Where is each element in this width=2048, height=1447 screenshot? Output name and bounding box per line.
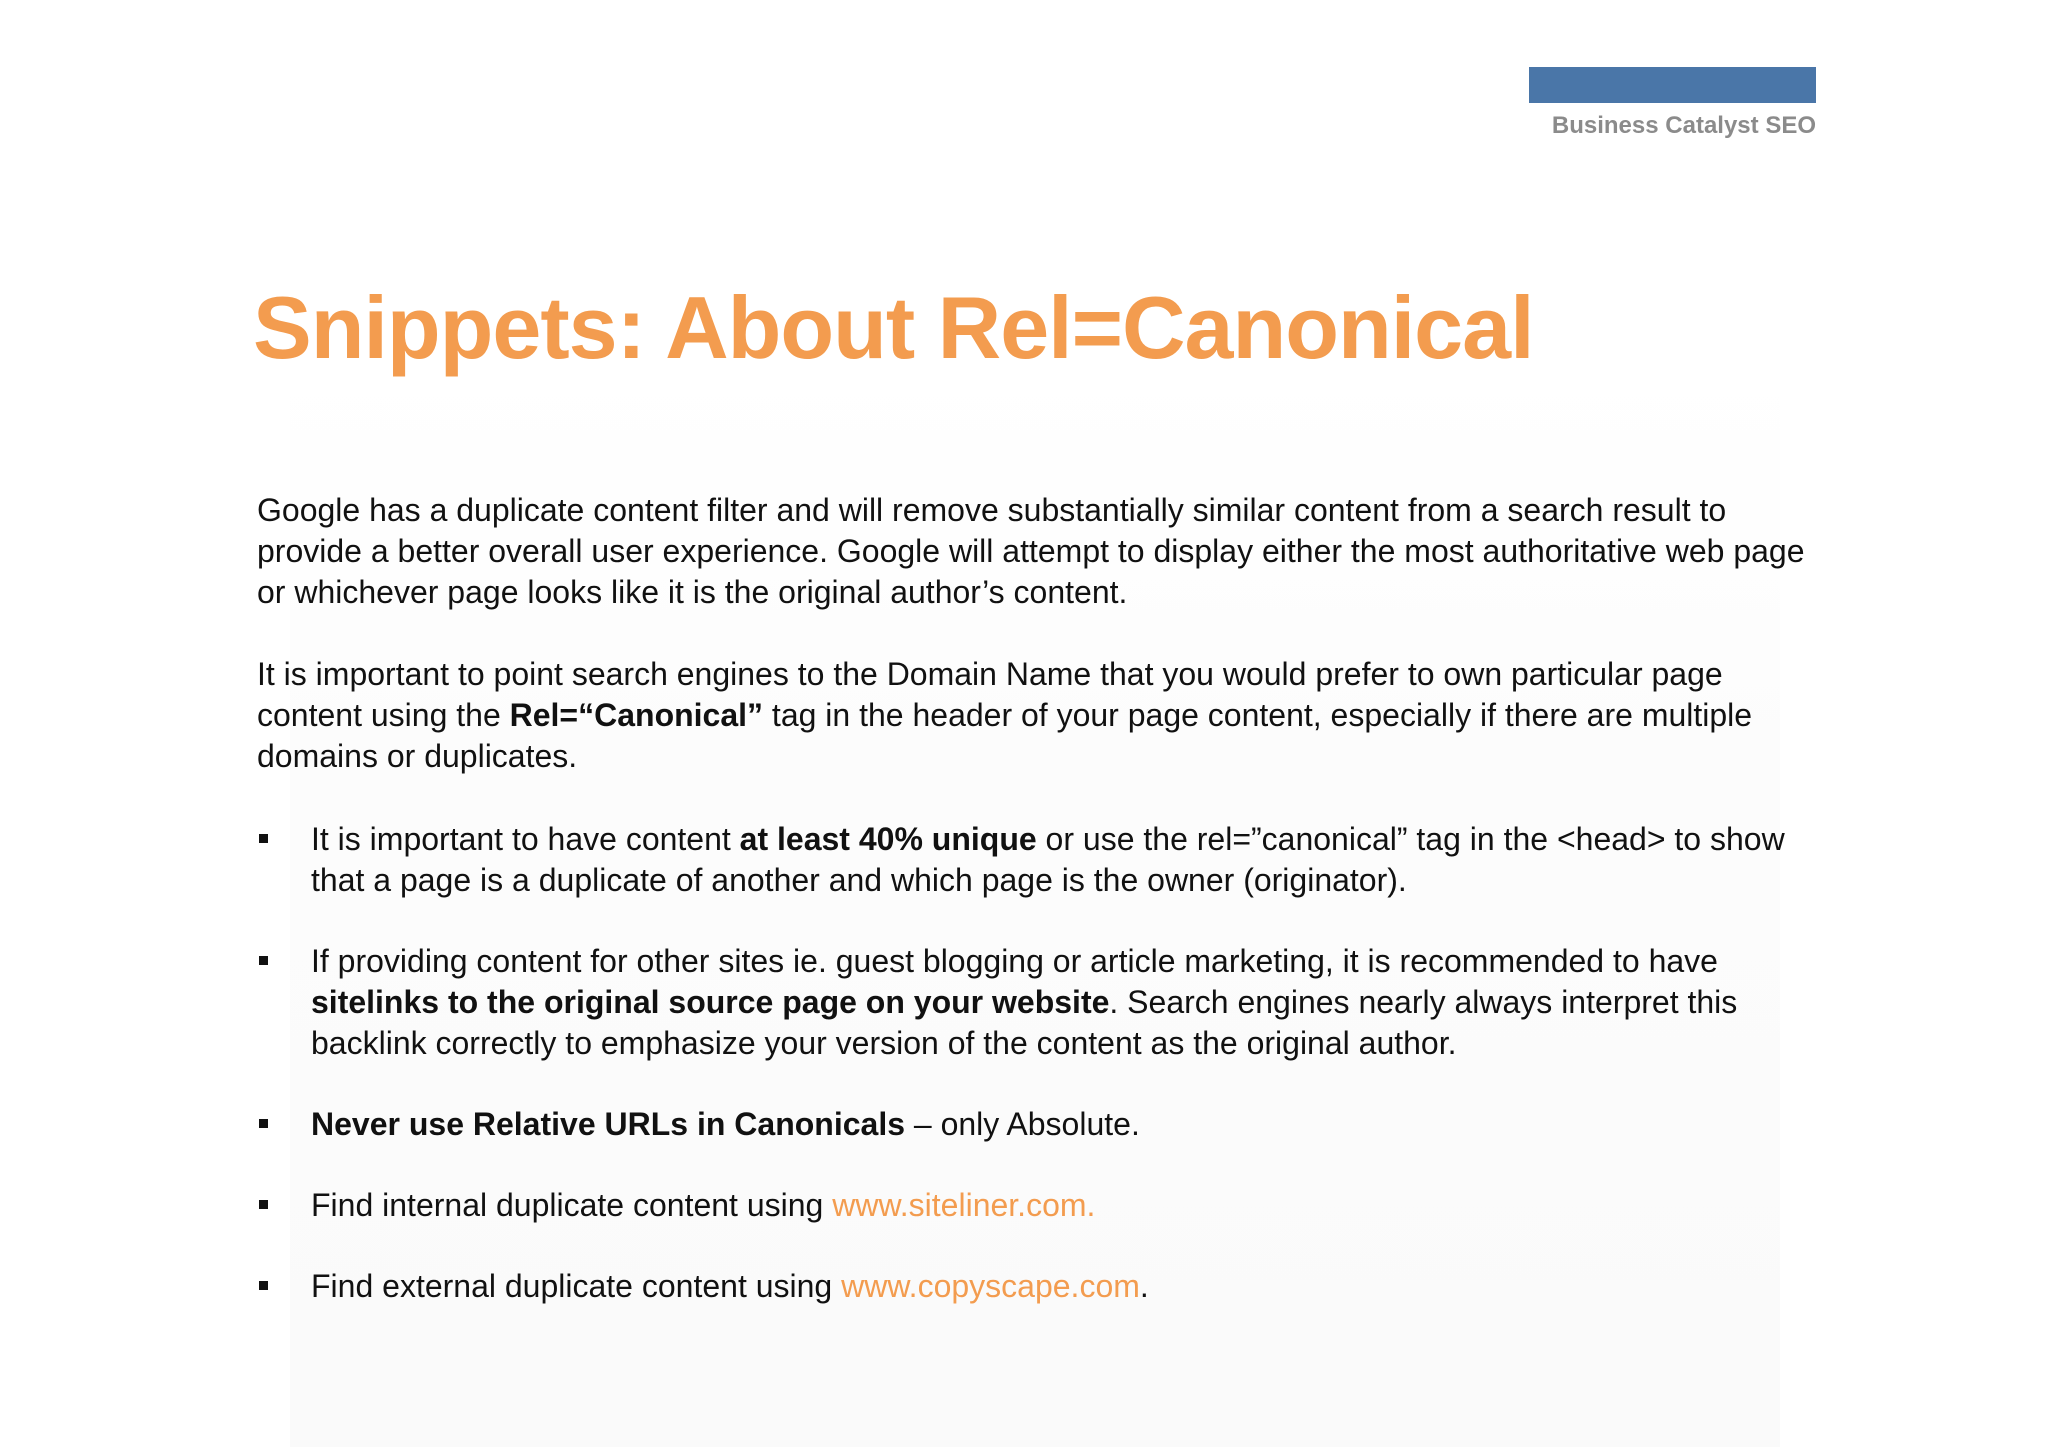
bullet-emphasis: Never use Relative URLs in Canonicals bbox=[311, 1106, 905, 1142]
bullet-item-internal-duplicates bbox=[257, 1185, 1817, 1226]
bullet-text: If providing content for other sites ie. guest blogging or article marketing, it is recommended to have bbox=[311, 943, 1718, 979]
header-label: Business Catalyst SEO bbox=[1551, 112, 1816, 139]
bullet-list bbox=[257, 819, 1817, 1307]
header-accent-bar bbox=[1529, 67, 1816, 103]
bullet-emphasis: at least 40% unique bbox=[739, 821, 1037, 857]
slide-title: Snippets: About Rel=Canonical bbox=[253, 278, 1534, 377]
square-bullet-icon bbox=[259, 1200, 268, 1209]
paragraph-text: It is important to point search engines to the Domain Name that you would prefer to own particular page content using the bbox=[257, 656, 1723, 733]
bullet-text: Find external duplicate content using bbox=[311, 1268, 842, 1304]
paragraph-canonical-tag bbox=[257, 654, 1817, 777]
paragraph-text: tag in the header of your page content, especially if there are multiple domains or duplicates. bbox=[257, 697, 1753, 774]
square-bullet-icon bbox=[259, 1119, 268, 1128]
slide-content bbox=[257, 490, 1817, 1347]
bullet-item-unique-content bbox=[257, 819, 1817, 901]
siteliner-link[interactable]: www.siteliner.com. bbox=[832, 1187, 1096, 1223]
copyscape-link[interactable]: www.copyscape.com bbox=[841, 1268, 1140, 1304]
bullet-text: or use the rel=”canonical” tag in the <head> to show that a page is a duplicate of another and which page is the owner (originator). bbox=[311, 821, 1785, 898]
bullet-text: – only Absolute. bbox=[905, 1106, 1140, 1142]
bullet-item-guest-blogging bbox=[257, 941, 1817, 1064]
canonical-term: Rel=“Canonical” bbox=[509, 697, 764, 733]
bullet-text: Find internal duplicate content using bbox=[311, 1187, 833, 1223]
bullet-item-absolute-urls bbox=[257, 1104, 1817, 1145]
bullet-text: . Search engines nearly always interpret this backlink correctly to emphasize your version of the content as the original author. bbox=[311, 984, 1738, 1061]
square-bullet-icon bbox=[259, 1281, 268, 1290]
square-bullet-icon bbox=[259, 834, 268, 843]
bullet-text: It is important to have content bbox=[311, 821, 740, 857]
paragraph-duplicate-filter: Google has a duplicate content filter and will remove substantially similar content from a search result to provide a better overall user experience. Google will attempt to display either the most authoritative web page or whichever page looks like it is the original author’s content. bbox=[257, 492, 1805, 610]
bullet-emphasis: sitelinks to the original source page on your website bbox=[311, 984, 1110, 1020]
bullet-text: . bbox=[1139, 1268, 1149, 1304]
square-bullet-icon bbox=[259, 956, 268, 965]
bullet-item-external-duplicates bbox=[257, 1266, 1817, 1307]
